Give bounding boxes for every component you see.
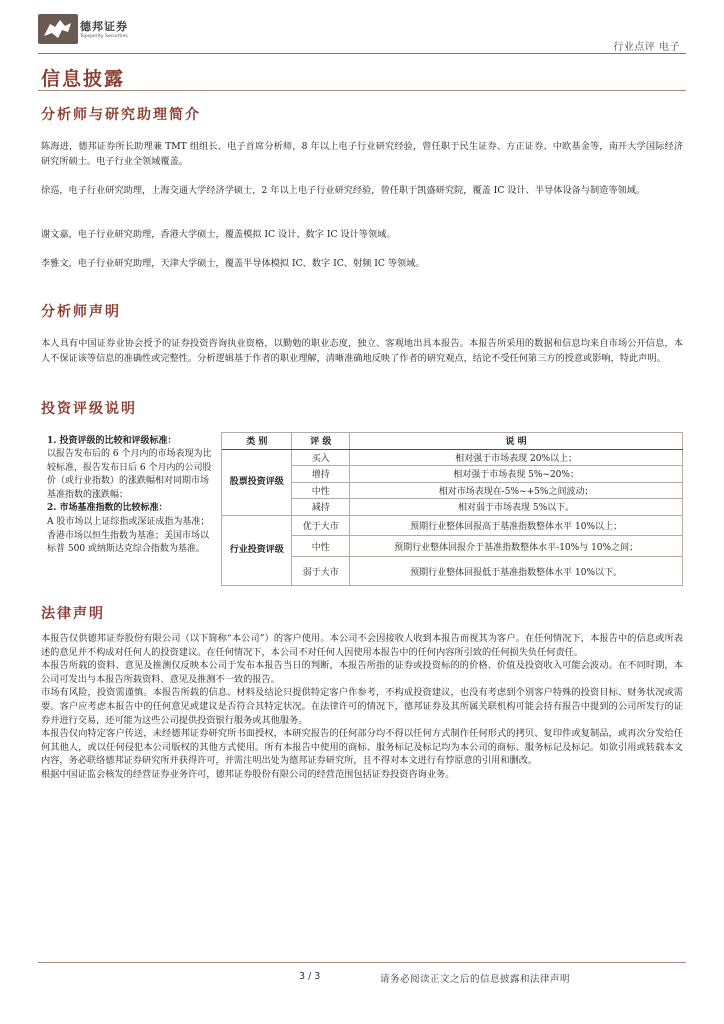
footer-note: 请务必阅读正文之后的信息披露和法律声明 [380, 974, 571, 985]
legal-title: 法律声明 [41, 606, 105, 622]
criteria-text-1: 以报告发布后的 6 个月内的市场表现为比较标准，报告发布日后 6 个月内的公司股价（或行业指数）的涨跌幅相对同期市场基准指数的涨跌幅； [47, 449, 212, 500]
header-category: 类 别 [222, 433, 292, 450]
rating-desc: 相对市场表现在-5%~+5%之间波动； [350, 482, 683, 499]
criteria-text-2: A 股市场以上证综指或深证成指为基准；香港市场以恒生指数为基准；美国市场以标普 500 或纳斯达克综合指数为基准。 [47, 517, 210, 555]
analyst-bio-4: 李雅文，电子行业研究助理，天津大学硕士，覆盖半导体模拟 IC、数字 IC、射频 IC 等领域。 [41, 258, 425, 269]
page-number: 3 / 3 [299, 971, 321, 982]
rating-level: 中性 [292, 536, 350, 557]
bull-logo-icon [38, 14, 78, 44]
analyst-intro-title: 分析师与研究助理简介 [41, 107, 201, 123]
legal-body [41, 632, 683, 782]
rating-desc: 预期行业整体回报介于基准指数整体水平-10%与 10%之间； [350, 536, 683, 557]
legal-paragraph-1: 本报告仅供德邦证券股份有限公司（以下简称“本公司”）的客户使用。本公司不会因接收人收到本报告而视其为客户。在任何情况下，本报告中的信息或所表述的意见并不构成对任何人的投资建议。在任何情况下，本公司不对任何人因使用本报告中的任何内容所引致的任何损失负任何责任。 [41, 633, 683, 658]
rating-level: 优于大市 [292, 515, 350, 536]
legal-paragraph-4: 本报告仅向特定客户传送，未经德邦证券研究所书面授权，本研究报告的任何部分均不得以任何方式制作任何形式的拷贝、复印件或复制品，或再次分发给任何其他人，或以任何侵犯本公司版权的其他方式使用。所有本报告中使用的商标、服务标记及标记均为本公司的商标、服务标记及标记。如欲引用或转载本文内容，务必联络德邦证券研究所并获得许可，并需注明出处为德邦证券研究所，且不得对本文进行有悖原意的引用和删改。 [41, 728, 683, 767]
rating-criteria [41, 433, 222, 586]
rating-level: 增持 [292, 466, 350, 483]
rating-desc: 预期行业整体回报高于基准指数整体水平 10%以上； [350, 515, 683, 536]
page-header [38, 12, 686, 54]
rating-level: 买入 [292, 449, 350, 466]
header-desc: 说 明 [350, 433, 683, 450]
rating-level: 中性 [292, 482, 350, 499]
criteria-heading-1: 1. 投资评级的比较和评级标准： [47, 435, 177, 446]
legal-paragraph-2: 本报告所载的资料、意见及推测仅反映本公司于发布本报告当日的判断，本报告所指的证券或投资标的的价格、价值及投资收入可能会波动。在不同时期，本公司可发出与本报告所载资料、意见及推测不一致的报告。 [41, 660, 683, 685]
rating-desc: 相对强于市场表现 20%以上； [350, 449, 683, 466]
header-level: 评 级 [292, 433, 350, 450]
title-divider [38, 90, 686, 91]
industry-rating-category: 行业投资评级 [222, 515, 292, 585]
page-title: 信息披露 [41, 68, 126, 90]
analyst-bio-2: 徐巡，电子行业研究助理，上海交通大学经济学硕士，2 年以上电子行业研究经验，曾任职于凯盛研究院，覆盖 IC 设计、半导体设备与制造等领域。 [41, 185, 646, 196]
rating-desc: 预期行业整体回报低于基准指数整体水平 10%以下。 [350, 557, 683, 586]
analyst-bio-1: 陈海进，德邦证券所长助理兼 TMT 组组长、电子首席分析师，8 年以上电子行业研究经验，曾任职于民生证券、方正证券、中欧基金等，南开大学国际经济研究所硕士。电子行业全领域覆盖。 [41, 141, 683, 167]
legal-paragraph-3: 市场有风险，投资需谨慎。本报告所载的信息、材料及结论只提供特定客户作参考，不构成投资建议，也没有考虑到个别客户特殊的投资目标、财务状况或需要。客户应考虑本报告中的任何意见或建议是否符合其特定状况。在法律许可的情况下，德邦证券及其所属关联机构可能会持有报告中提到的公司所发行的证券并进行交易，还可能为这些公司提供投资银行服务或其他服务。 [41, 687, 683, 726]
report-category: 行业点评 电子 [613, 42, 680, 53]
logo-text-en: Topsperity Securities [80, 34, 128, 39]
footer-divider [38, 962, 686, 963]
stock-rating-category: 股票投资评级 [222, 449, 292, 515]
rating-table [41, 432, 683, 586]
analyst-statement-text: 本人具有中国证券业协会授予的证券投资咨询执业资格，以勤勉的职业态度，独立、客观地出具本报告。本报告所采用的数据和信息均来自市场公开信息，本人不保证该等信息的准确性或完整性。分析逻辑基于作者的职业理解，清晰准确地反映了作者的研究观点，结论不受任何第三方的授意或影响，特此声明。 [41, 338, 683, 364]
rating-level: 减持 [292, 499, 350, 516]
analyst-bio-3: 谢文嘉，电子行业研究助理，香港大学硕士，覆盖模拟 IC 设计、数字 IC 设计等领域。 [41, 229, 396, 240]
rating-desc: 相对强于市场表现 5%~20%； [350, 466, 683, 483]
rating-level: 弱于大市 [292, 557, 350, 586]
criteria-heading-2: 2. 市场基准指数的比较标准： [47, 503, 168, 514]
rating-title: 投资评级说明 [41, 401, 137, 417]
rating-desc: 相对弱于市场表现 5%以下。 [350, 499, 683, 516]
logo-text-cn: 德邦证券 [80, 20, 128, 33]
company-logo [38, 14, 138, 48]
analyst-statement-title: 分析师声明 [41, 304, 121, 320]
legal-paragraph-5: 根据中国证监会核发的经营证券业务许可，德邦证券股份有限公司的经营范围包括证券投资咨询业务。 [41, 768, 455, 780]
